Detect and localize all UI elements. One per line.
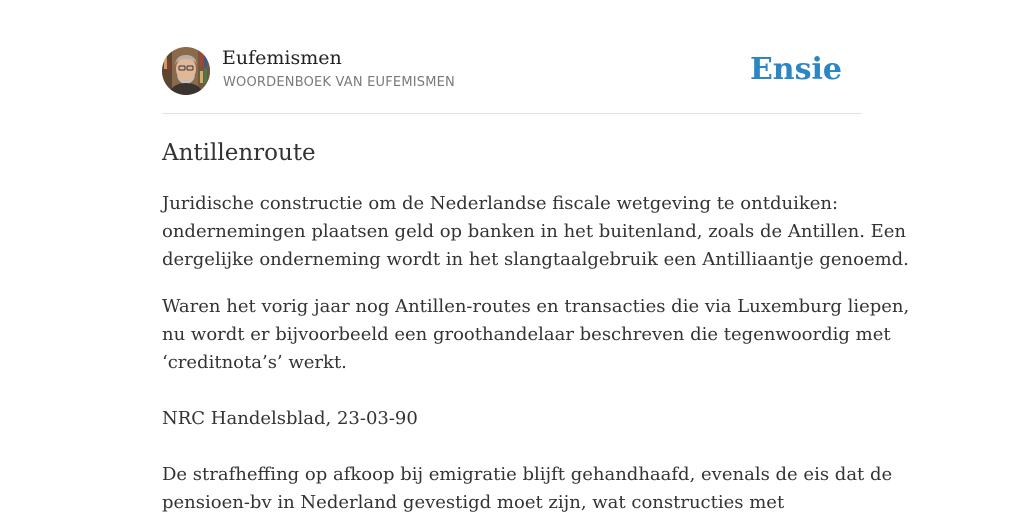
quote-line: De strafheffing op afkoop bij emigratie blijft gehandhaafd, evenals de eis dat de xyxy=(162,464,893,485)
ensie-logo[interactable]: Ensie xyxy=(749,52,842,87)
definition-line: dergelijke onderneming wordt in het slangtaalgebruik een Antilliaantje genoemd. xyxy=(162,249,909,270)
paragraph-spacer xyxy=(162,274,862,293)
definition-line: ondernemingen plaatsen geld op banken in het buitenland, zoals de Antillen. Een xyxy=(162,221,907,242)
definition-paragraph xyxy=(162,190,909,274)
quote-source: NRC Handelsblad, 23-03-90 xyxy=(162,408,418,429)
quote-line: pensioen-bv in Nederland gevestigd moet zijn, wat constructies met xyxy=(162,492,785,512)
page-header xyxy=(162,0,862,114)
avatar-portrait-icon xyxy=(162,47,210,95)
definition-line: Juridische constructie om de Nederlandse fiscale wetgeving te ontduiken: xyxy=(162,193,839,214)
line-break xyxy=(162,433,862,461)
author-avatar[interactable] xyxy=(162,47,210,95)
entry-body xyxy=(162,190,910,512)
entry-term: Antillenroute xyxy=(162,140,316,166)
quote-line: nu wordt er bijvoorbeeld een groothandelaar beschreven die tegenwoordig met xyxy=(162,324,891,345)
author-subtitle: WOORDENBOEK VAN EUFEMISMEN xyxy=(223,75,455,90)
quote-line: Waren het vorig jaar nog Antillen-routes en transacties die via Luxemburg liepen, xyxy=(162,296,910,317)
content-container xyxy=(162,0,910,512)
quote-line: ‘creditnota’s’ werkt. xyxy=(162,352,347,373)
quote-paragraph xyxy=(162,293,910,512)
line-break xyxy=(162,377,862,405)
author-name[interactable]: Eufemismen xyxy=(222,47,342,69)
